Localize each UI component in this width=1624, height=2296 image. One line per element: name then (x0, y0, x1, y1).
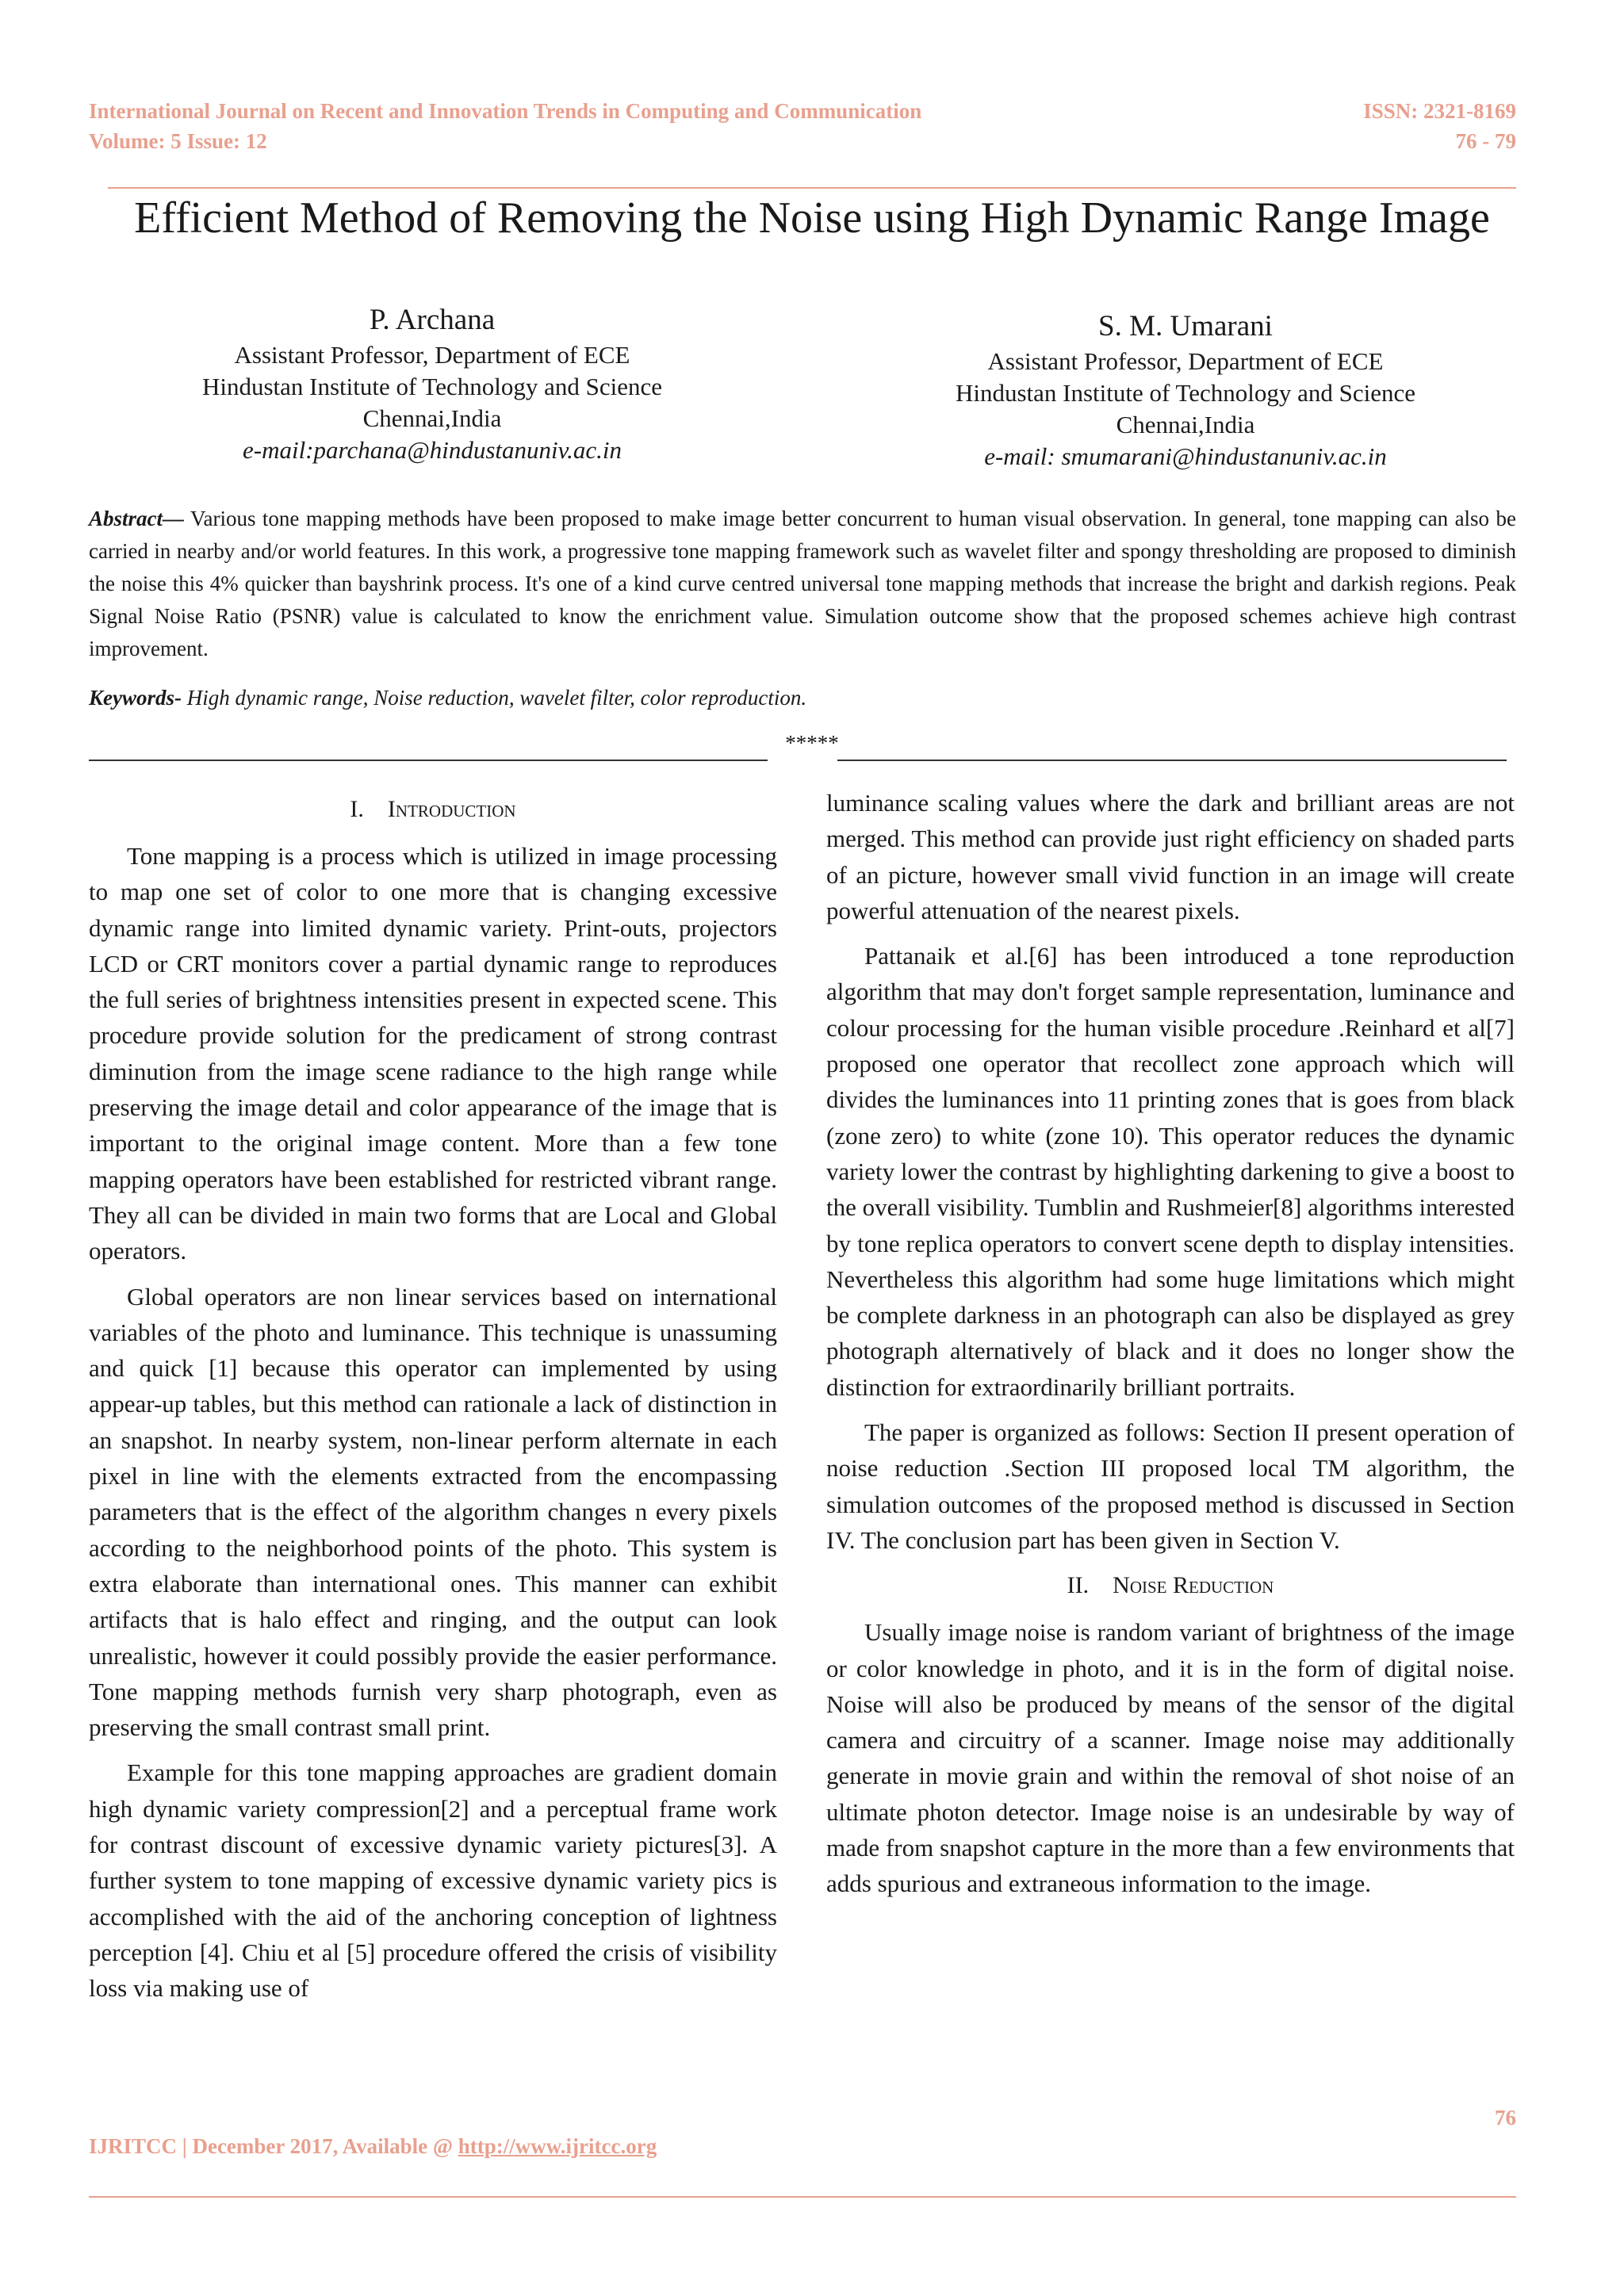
author-email: e-mail: smumarani@hindustanuniv.ac.in (984, 442, 1387, 470)
separator-line-left (89, 760, 768, 761)
volume-issue: Volume: 5 Issue: 12 (89, 129, 267, 153)
paragraph: Pattanaik et al.[6] has been introduced a tone reproduction algorithm that may don't forget sample representation, luminance and colour processing for the human visible procedure .Reinhard et al[7] proposed one operator that recollect zone approach which will divides the luminances into 11 printing zones that is goes from black (zone zero) to white (zone 10). This operator reduces the dynamic variety lower the contrast by highlighting darkening to give a boost to the overall visibility. Tumblin and Rushmeier[8] algorithms interested by tone replica operators to convert scene depth to display intensities. Nevertheless this algorithm had some huge limitations which might be complete darkness in an photograph can also be displayed as grey photograph alternatively of black and it does no longer show the distinction for extraordinarily brilliant portraits. (826, 942, 1515, 1401)
running-header-right (1363, 96, 1516, 156)
author-institution: Hindustan Institute of Technology and Science (955, 379, 1416, 407)
section-title: Noise Reduction (1113, 1572, 1274, 1599)
separator-line-right (837, 760, 1507, 761)
keywords-label: Keywords- (89, 686, 182, 710)
section-number: I. (350, 796, 364, 822)
author-block-2 (872, 308, 1499, 473)
section-number: II. (1067, 1572, 1090, 1599)
author-location: Chennai,India (362, 404, 502, 432)
header-rule (108, 187, 1516, 189)
abstract-label: Abstract— (89, 507, 185, 530)
author-email: e-mail:parchana@hindustanuniv.ac.in (243, 436, 622, 464)
author-position: Assistant Professor, Department of ECE (234, 341, 630, 369)
keywords (89, 682, 1516, 714)
footer-rule (89, 2196, 1516, 2198)
section-heading-introduction (89, 791, 777, 827)
author-name: P. Archana (369, 304, 496, 336)
paragraph: Usually image noise is random variant of brightness of the image or color knowledge in photo, and it is in the form of digital noise. Noise will also be produced by means of the sensor of the digital camera and circuitry of a scanner. Image noise may additionally generate in movie grain and within the removal of shot noise of an ultimate photon detector. Image noise is an undesirable by way of made from snapshot capture in the more than a few environments that adds spurious and extraneous information to the image. (826, 1618, 1515, 1898)
paragraph: Example for this tone mapping approaches are gradient domain high dynamic variety compression[2] and a perceptual frame work for contrast discount of excessive dynamic variety pictures[3]. A further system to tone mapping of excessive dynamic variety pics is accomplished with the aid of the anchoring conception of lightness perception [4]. Chiu et al [5] procedure offered the crisis of visibility loss via making use of (89, 1758, 777, 2003)
separator-stars: ***** (785, 731, 839, 755)
paragraph: The paper is organized as follows: Section II present operation of noise reduction .Section III proposed local TM algorithm, the simulation outcomes of the proposed method is discussed in Section IV. The conclusion part has been given in Section V. (826, 1418, 1515, 1554)
author-institution: Hindustan Institute of Technology and Science (201, 373, 663, 400)
section-heading-noise-reduction (826, 1567, 1515, 1603)
author-name: S. M. Umarani (1098, 310, 1273, 342)
author-location: Chennai,India (1116, 411, 1255, 438)
abstract (89, 503, 1516, 665)
page-number: 76 (1495, 2106, 1516, 2130)
journal-name: International Journal on Recent and Innovation Trends in Computing and Communication (89, 99, 922, 123)
issn: ISSN: 2321-8169 (1363, 99, 1516, 123)
author-position: Assistant Professor, Department of ECE (987, 347, 1384, 375)
footer-text: IJRITCC | December 2017, Available @ (89, 2134, 458, 2158)
paragraph: Global operators are non linear services based on international variables of the photo and luminance. This technique is unassuming and quick [1] because this operator can implemented by using appear-up tables, but this method can rationale a lack of distinction in an snapshot. In nearby system, non-linear perform alternate in each pixel in line with the elements extracted from the encompassing parameters that is the effect of the algorithm changes n every pixels according to the neighborhood points of the photo. This system is extra elaborate than international ones. This manner can exhibit artifacts that is halo effect and ringing, and the output can look unrealistic, however it could possibly provide the easier performance. Tone mapping methods furnish very sharp photograph, even as preserving the small contrast small print. (89, 1282, 777, 1742)
journal-link[interactable]: http://www.ijritcc.org (458, 2134, 657, 2158)
page-range: 76 - 79 (1455, 129, 1516, 153)
author-block-1 (119, 301, 745, 466)
abstract-text: Various tone mapping methods have been proposed to make image better concurrent to human visual observation. In general, tone mapping can also be carried in nearby and/or world features. In this work, a progressive tone mapping framework such as wavelet filter and spongy thresholding are proposed to diminish the noise this 4% quicker than bayshrink process. It's one of a kind curve centred universal tone mapping methods that increase the bright and darkish regions. Peak Signal Noise Ratio (PSNR) value is calculated to know the enrichment value. Simulation outcome show that the proposed schemes achieve high contrast improvement. (89, 507, 1516, 660)
right-column (826, 785, 1515, 1911)
section-title: Introduction (387, 796, 516, 822)
footer (89, 2134, 657, 2159)
running-header-left (89, 96, 921, 156)
paragraph: Tone mapping is a process which is utilized in image processing to map one set of color to one more that is changing excessive dynamic range into limited dynamic variety. Print-outs, projectors LCD or CRT monitors cover a partial dynamic range to reproduces the full series of brightness intensities present in expected scene. This procedure provide solution for the predicament of strong contrast diminution from the image scene radiance to the high range while preserving the image detail and color appearance of the image that is important to the original image content. More than a few tone mapping operators have been established for restricted vibrant range. They all can be divided in main two forms that are Local and Global operators. (89, 842, 777, 1265)
keywords-text: High dynamic range, Noise reduction, wavelet filter, color reproduction. (182, 686, 807, 710)
paper-title: Efficient Method of Removing the Noise using High Dynamic Range Image (134, 193, 1490, 243)
paragraph-continuation: luminance scaling values where the dark and brilliant areas are not merged. This method can provide just right efficiency on shaded parts of an picture, however small vivid function in an image will create powerful attenuation of the nearest pixels. (826, 789, 1515, 924)
left-column (89, 785, 777, 2016)
